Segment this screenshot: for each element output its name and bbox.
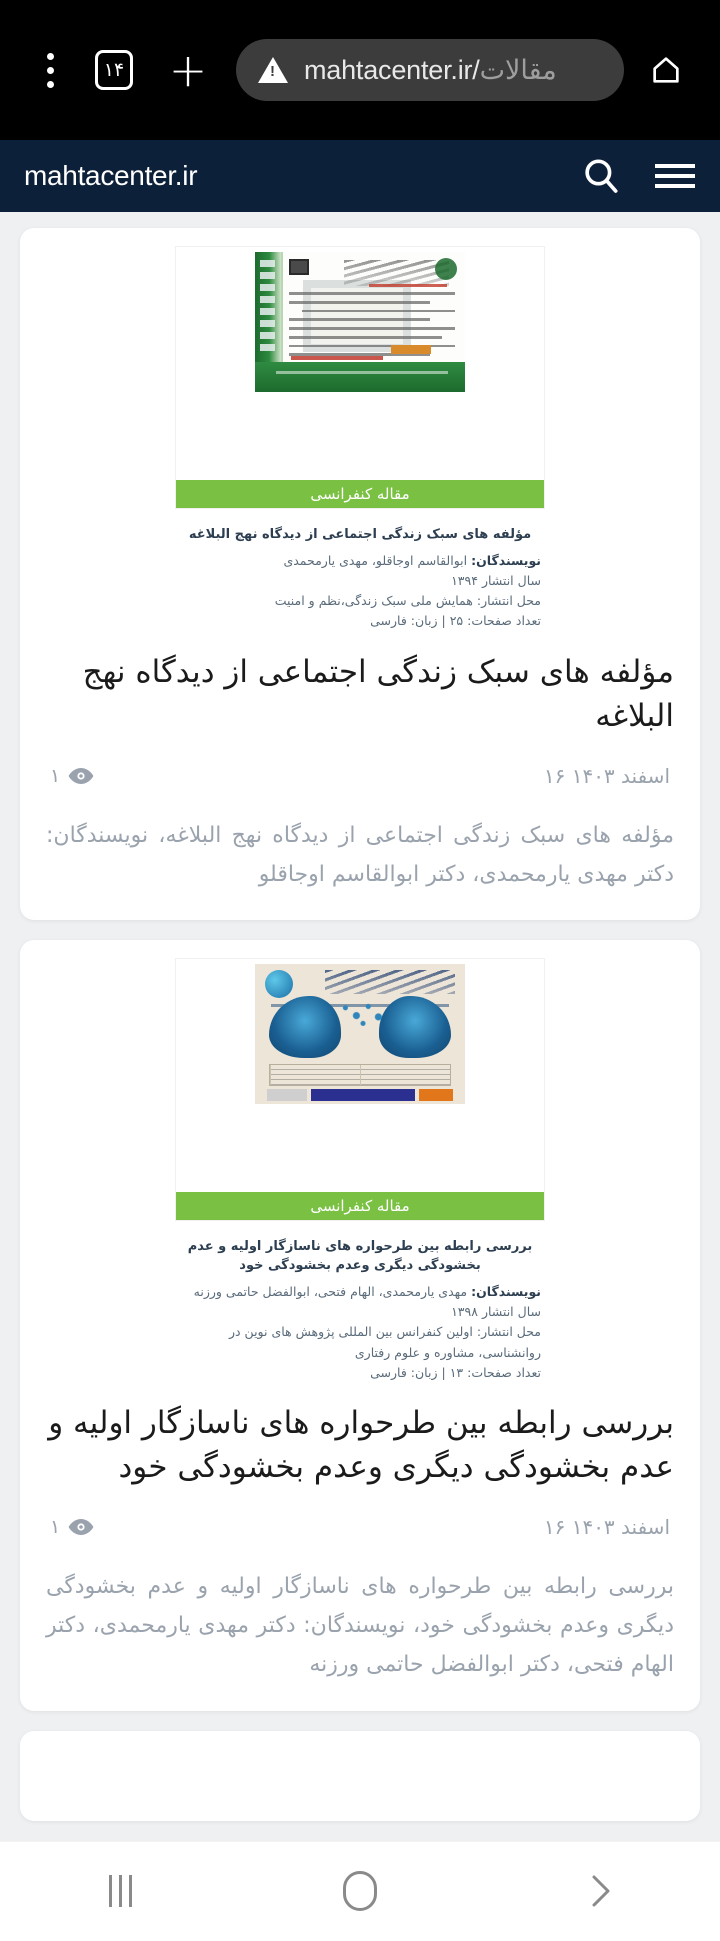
pages-value: ۱۳ xyxy=(449,1364,464,1380)
warning-triangle-icon xyxy=(258,57,288,83)
language-value: فارسی xyxy=(370,1364,407,1380)
poster-red-line xyxy=(369,284,447,287)
thumbnail-meta-pages xyxy=(179,611,541,631)
site-header xyxy=(0,140,720,212)
android-nav-bar xyxy=(0,1841,720,1941)
home-icon[interactable] xyxy=(634,42,698,98)
thumbnail-meta-authors xyxy=(179,1282,541,1302)
hamburger-menu-icon[interactable] xyxy=(652,159,698,193)
header-actions xyxy=(580,155,698,197)
poster-badge-url xyxy=(311,1089,415,1101)
dot xyxy=(47,81,54,88)
poster-badges xyxy=(267,1089,453,1102)
meta-separator: | xyxy=(441,613,446,629)
article-date: ۱۶ اسفند ۱۴۰۳ xyxy=(543,763,670,788)
language-label: زبان: xyxy=(410,613,438,629)
authors-value: مهدی یارمحمدی، الهام فتحی، ابوالفضل حاتمی ورزنه xyxy=(193,1283,468,1299)
authors-value: ابوالقاسم اوجاقلو، مهدی یارمحمدی xyxy=(283,552,468,568)
article-feed xyxy=(0,212,720,1841)
view-count xyxy=(50,765,94,787)
poster-orange-badge xyxy=(391,345,431,354)
language-value: فارسی xyxy=(370,613,407,629)
view-count-value: ۱ xyxy=(50,1516,61,1539)
article-excerpt: مؤلفه های سبک زندگی اجتماعی از دیدگاه نهج البلاغه، نویسندگان: دکتر مهدی یارمحمدی، دکتر ابوالقاسم اوجاقلو xyxy=(46,822,674,887)
eye-icon xyxy=(68,1518,94,1536)
url-text xyxy=(304,55,557,86)
poster-badge-isc xyxy=(419,1089,453,1101)
site-logo[interactable]: mahtacenter.ir xyxy=(24,160,198,191)
thumbnail-meta-authors xyxy=(179,551,541,571)
poster-title-script xyxy=(344,260,449,286)
home-square-icon[interactable] xyxy=(305,1856,415,1926)
article-card[interactable] xyxy=(20,228,700,920)
thumbnail-meta-title: بررسی رابطه بین طرحواره های ناسازگار اولیه و عدم بخشودگی دیگری وعدم بخشودگی خود xyxy=(187,1238,533,1274)
article-date: ۱۶ اسفند ۱۴۰۳ xyxy=(543,1515,670,1540)
browser-toolbar xyxy=(0,0,720,140)
year-label: سال انتشار xyxy=(481,1304,541,1320)
venue-value: همایش ملی سبک زندگی،نظم و امنیت xyxy=(274,593,473,608)
article-meta-row xyxy=(46,1515,674,1539)
thumbnail-meta-title: مؤلفه های سبک زندگی اجتماعی از دیدگاه نهج البلاغه xyxy=(188,527,532,542)
home-glyph xyxy=(649,53,683,87)
language-label: زبان: xyxy=(410,1364,438,1380)
article-card-body xyxy=(20,636,700,920)
year-value: ۱۳۹۴ xyxy=(451,572,478,588)
eye-icon xyxy=(68,767,94,785)
authors-label: نویسندگان: xyxy=(471,552,541,568)
thumbnail-meta-venue xyxy=(179,1322,541,1363)
meta-separator: | xyxy=(441,1364,446,1380)
article-thumbnail[interactable] xyxy=(175,958,545,1221)
dot xyxy=(47,67,54,74)
poster-seal xyxy=(435,258,457,280)
more-vertical-icon[interactable] xyxy=(22,42,78,98)
thumbnail-meta-year xyxy=(179,1302,541,1322)
recents-icon[interactable] xyxy=(65,1856,175,1926)
article-meta-row xyxy=(46,764,674,788)
year-label: سال انتشار xyxy=(481,572,541,588)
dot xyxy=(47,53,54,60)
home-glyph xyxy=(343,1871,377,1911)
poster-footer-box xyxy=(269,1064,451,1086)
article-excerpt: بررسی رابطه بین طرحواره های ناسازگار اولیه و عدم بخشودگی دیگری وعدم بخشودگی خود، نویسندگان: دکتر مهدی یارمحمدی، دکتر الهام فتحی، دکتر ابوالفضل حاتمی ورزنه xyxy=(46,1574,674,1678)
view-count xyxy=(50,1516,94,1538)
year-value: ۱۳۹۸ xyxy=(451,1304,478,1320)
poster-red-strip xyxy=(291,356,383,360)
article-thumbnail[interactable] xyxy=(175,246,545,509)
thumbnail-metadata xyxy=(175,1227,545,1387)
poster-bottom-bar xyxy=(255,362,465,392)
article-thumbnail-wrap xyxy=(20,246,700,515)
poster-logo-square xyxy=(289,259,309,275)
new-tab-button[interactable]: + xyxy=(168,43,208,97)
view-count-value: ۱ xyxy=(50,764,61,787)
pages-value: ۲۵ xyxy=(449,613,464,629)
thumbnail-meta-venue xyxy=(179,591,541,611)
url-domain: mahtacenter.ir/ xyxy=(304,54,480,85)
back-chevron-icon[interactable] xyxy=(545,1856,655,1926)
poster-artwork xyxy=(255,252,465,392)
thumbnail-metadata xyxy=(175,515,545,636)
venue-label: محل انتشار: xyxy=(476,593,541,608)
thumbnail-banner: مقاله کنفرانسی xyxy=(176,1192,544,1220)
pages-label: تعداد صفحات: xyxy=(467,1364,541,1380)
url-path: مقالات xyxy=(479,54,557,85)
poster-badge-civilica xyxy=(267,1089,307,1101)
article-card[interactable] xyxy=(20,940,700,1711)
poster-artwork xyxy=(255,964,465,1104)
url-bar[interactable] xyxy=(236,39,624,101)
thumbnail-meta-pages xyxy=(179,1363,541,1383)
search-icon[interactable] xyxy=(580,155,622,197)
thumbnail-meta-year xyxy=(179,571,541,591)
poster-globe-logo xyxy=(265,970,293,998)
article-thumbnail-wrap xyxy=(20,958,700,1227)
article-card[interactable] xyxy=(20,1731,700,1821)
poster-particle-dots xyxy=(341,1000,385,1026)
article-title[interactable]: بررسی رابطه بین طرحواره های ناسازگار اولیه و عدم بخشودگی دیگری وعدم بخشودگی خود xyxy=(48,1405,674,1486)
recents-glyph xyxy=(109,1875,132,1907)
poster-header-script xyxy=(325,970,455,994)
venue-label: محل انتشار: xyxy=(476,1324,541,1340)
authors-label: نویسندگان: xyxy=(471,1283,541,1299)
article-card-body xyxy=(20,1387,700,1711)
thumbnail-banner: مقاله کنفرانسی xyxy=(176,480,544,508)
tab-switcher-button[interactable] xyxy=(78,42,150,98)
article-title[interactable]: مؤلفه های سبک زندگی اجتماعی از دیدگاه نهج البلاغه xyxy=(82,653,674,734)
tab-count-label: ۱۴ xyxy=(95,50,133,90)
venue-value: اولین کنفرانس بین المللی پژوهش های نوین در روانشناسی، مشاوره و علوم رفتاری xyxy=(228,1324,541,1360)
pages-label: تعداد صفحات: xyxy=(467,613,541,629)
